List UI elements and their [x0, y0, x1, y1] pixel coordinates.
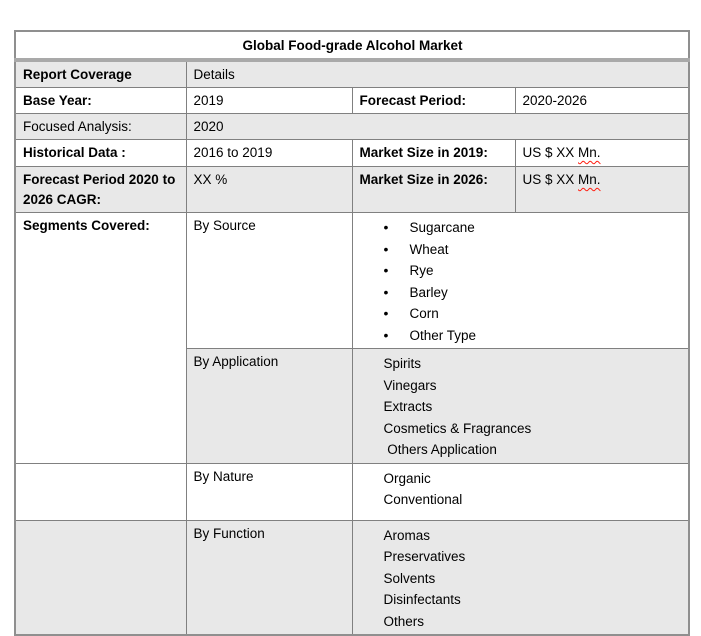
- table-row-focused-analysis: [15, 114, 689, 140]
- table-row-segments-by-source: [15, 213, 689, 349]
- list-item: Others: [383, 613, 425, 629]
- market-size-2019-value: [515, 140, 689, 167]
- market-size-2026-amount: US $ XX: [522, 172, 579, 187]
- forecast-cagr-label: Forecast Period 2020 to 2026 CAGR:: [15, 167, 186, 213]
- list-item: • Barley: [384, 282, 683, 304]
- base-year-label: Base Year:: [15, 88, 186, 114]
- list-item: • Rye: [384, 260, 683, 282]
- spellchecked-word: Mn.: [578, 172, 601, 187]
- empty-cell: [15, 463, 186, 520]
- list-item: Solvents: [383, 570, 436, 586]
- segment-group-name-by-source: By Source: [186, 213, 352, 349]
- table-row-title: [15, 31, 689, 60]
- list-item: Aromas: [383, 527, 431, 543]
- spellchecked-word: Mn.: [578, 145, 601, 160]
- table-row-report-coverage: [15, 60, 689, 88]
- list-item: Organic: [383, 470, 431, 486]
- segment-items-by-source: [352, 213, 689, 349]
- list-item: Disinfectants: [383, 592, 461, 607]
- market-size-2019-label: Market Size in 2019:: [352, 140, 515, 167]
- list-item: Preservatives: [383, 549, 466, 564]
- list-item: • Other Type: [384, 325, 683, 347]
- report-coverage-value: Details: [186, 60, 689, 88]
- segments-covered-label: Segments Covered:: [15, 213, 186, 464]
- base-year-value: 2019: [186, 88, 352, 114]
- forecast-period-label: Forecast Period:: [352, 88, 515, 114]
- forecast-period-value: 2020-2026: [515, 88, 689, 114]
- focused-analysis-label: Focused Analysis:: [15, 114, 186, 140]
- historical-data-value: 2016 to 2019: [186, 140, 352, 167]
- list-item: • Corn: [384, 303, 683, 325]
- segment-items-by-nature: [352, 463, 689, 520]
- market-size-2019-amount: US $ XX: [522, 145, 579, 160]
- market-size-2026-value: [515, 167, 689, 213]
- market-size-2026-label: Market Size in 2026:: [352, 167, 515, 213]
- table-title: Global Food-grade Alcohol Market: [15, 31, 689, 60]
- historical-data-label: Historical Data :: [15, 140, 186, 167]
- table-row-segments-by-nature: [15, 463, 689, 520]
- list-item: Vinegars: [383, 377, 437, 393]
- table-row-forecast-cagr: [15, 167, 689, 213]
- table-row-segments-by-function: [15, 520, 689, 635]
- segment-group-name-by-function: By Function: [186, 520, 352, 635]
- list-item: Others Application: [383, 442, 497, 457]
- list-item: Cosmetics & Fragrances: [383, 420, 532, 436]
- focused-analysis-value: 2020: [186, 114, 689, 140]
- segment-items-by-function: [352, 520, 689, 635]
- market-report-table: [14, 30, 690, 636]
- list-item: Extracts: [383, 399, 433, 414]
- forecast-cagr-value: XX %: [186, 167, 352, 213]
- empty-cell: [15, 520, 186, 635]
- table-row-historical-data: [15, 140, 689, 167]
- segment-group-name-by-application: By Application: [186, 349, 352, 464]
- report-coverage-label: Report Coverage: [15, 60, 186, 88]
- table-row-base-year: [15, 88, 689, 114]
- segment-group-name-by-nature: By Nature: [186, 463, 352, 520]
- list-item: Spirits: [383, 356, 422, 371]
- list-item: • Sugarcane: [384, 217, 683, 239]
- list-item: • Wheat: [384, 239, 683, 261]
- list-item: Conventional: [383, 492, 463, 507]
- segment-items-by-application: [352, 349, 689, 464]
